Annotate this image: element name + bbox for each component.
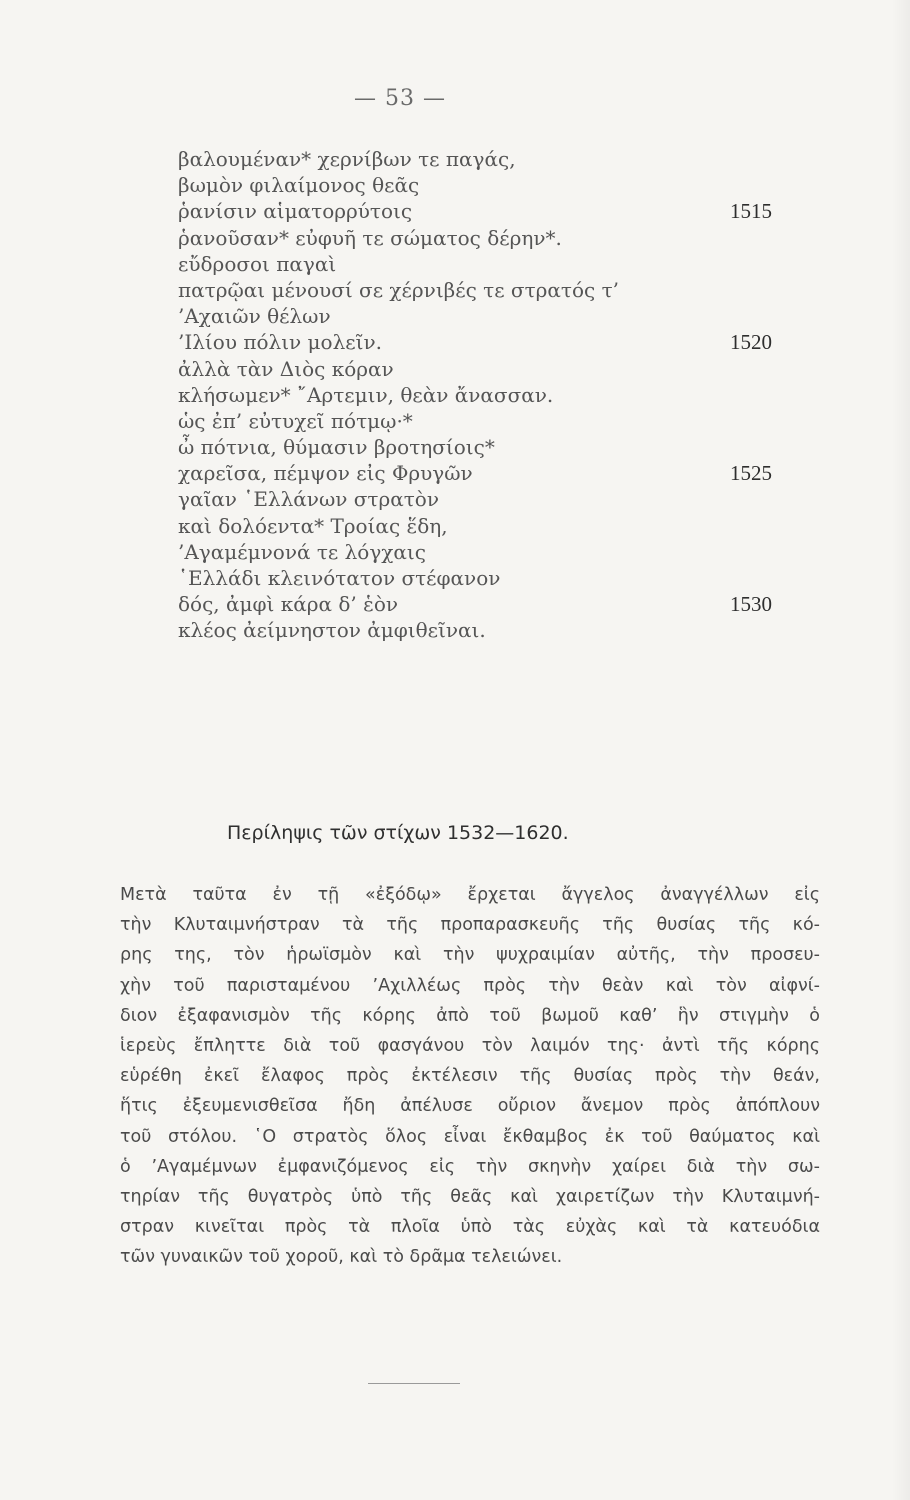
line-number: 1530 (730, 592, 772, 617)
verse-text: ῾Ελλάδι κλεινότατον στέφανον (178, 566, 501, 590)
prose-line: ἥτις ἐξευμενισθεῖσα ἤδη ἀπέλυσε οὔριον ἄνεμον πρὸς ἀπόπλουν (120, 1096, 820, 1117)
prose-line: στραν κινεῖται πρὸς τὰ πλοῖα ὑπὸ τὰς εὐχὰς καὶ τὰ κατευόδια (120, 1217, 820, 1238)
prose-line: τηρίαν τῆς θυγατρὸς ὑπὸ τῆς θεᾶς καὶ χαιρετίζων τὴν Κλυταιμνή- (120, 1186, 820, 1207)
bottom-rule (368, 1383, 460, 1384)
verse-text: δός, ἀμφὶ κάρα δ’ ἑὸν (178, 592, 399, 617)
prose-line: διον ἐξαφανισμὸν τῆς κόρης ἀπὸ τοῦ βωμοῦ καθ’ ἣν στιγμὴν ὁ (120, 1005, 820, 1026)
verse-text: βαλουμέναν* χερνίβων τε παγάς, (178, 147, 516, 171)
line-number: 1525 (730, 461, 772, 486)
verse-text: χαρεῖσα, πέμψον εἰς Φρυγῶν (178, 461, 473, 486)
verse-text: ῥανοῦσαν* εὐφυῆ τε σώματος δέρην*. (178, 225, 562, 250)
verse-text: κλήσωμεν* ῎Αρτεμιν, θεὰν ἄνασσαν. (178, 382, 554, 407)
verse-line (178, 539, 798, 565)
verse-text: ὦ πότνια, θύμασιν βροτησίοις* (178, 435, 495, 460)
verse-line (178, 329, 798, 355)
verse-text: πατρῷαι μένουσί σε χέρνιβές τε στρατός τ’ (178, 277, 619, 302)
verse-line (178, 434, 798, 460)
verse-text: ῥανίσιν αἱματορρύτοις (178, 199, 413, 224)
verse-text: γαῖαν ῾Ελλάνων στρατὸν (178, 487, 440, 512)
verse-line (178, 460, 798, 486)
verse-line (178, 382, 798, 408)
verse-line (178, 198, 798, 224)
summary-prose (120, 880, 820, 1272)
verse-line (178, 251, 798, 277)
prose-line: ρης της, τὸν ἡρωϊσμὸν καὶ τὴν ψυχραιμίαν αὐτῆς, τὴν προσευ- (120, 945, 820, 966)
verse-line (178, 513, 798, 539)
verse-text: εὔδροσοι παγαὶ (178, 251, 337, 276)
verse-line (178, 172, 798, 198)
line-number: 1515 (730, 199, 772, 224)
verse-text: ’Αχαιῶν θέλων (178, 304, 331, 329)
page-number: — 53 — (354, 86, 446, 111)
verse-line (178, 617, 798, 643)
verse-line (178, 408, 798, 434)
verse-text: ’Αγαμέμνονά τε λόγχαις (178, 539, 426, 564)
verse-line (178, 356, 798, 382)
prose-line: ἱερεὺς ἔπληττε διὰ τοῦ φασγάνου τὸν λαιμόν της· ἀντὶ τῆς κόρης (120, 1035, 820, 1056)
verse-line (178, 277, 798, 303)
verse-line (178, 565, 798, 591)
prose-line: εὑρέθη ἐκεῖ ἔλαφος πρὸς ἐκτέλεσιν τῆς θυσίας πρὸς τὴν θεάν, (120, 1066, 820, 1087)
verse-line (178, 146, 798, 172)
line-number: 1520 (730, 330, 772, 355)
verse-text: ἀλλὰ τὰν Διὸς κόραν (178, 356, 394, 381)
prose-line: τοῦ στόλου. ῾Ο στρατὸς ὅλος εἶναι ἔκθαμβος ἐκ τοῦ θαύματος καὶ (120, 1126, 820, 1147)
summary-heading: Περίληψις τῶν στίχων 1532—1620. (227, 822, 569, 844)
verse-text: ὡς ἐπ’ εὐτυχεῖ πότμῳ·* (178, 408, 413, 433)
verse-line (178, 591, 798, 617)
prose-line: τὴν Κλυταιμνήστραν τὰ τῆς προπαρασκευῆς τῆς θυσίας τῆς κό- (120, 915, 820, 936)
page-edge-shadow (892, 0, 910, 1500)
verse-text: κλέος ἀείμνηστον ἀμφιθεῖναι. (178, 618, 486, 643)
verse-text: καὶ δολόεντα* Τροίας ἕδη, (178, 513, 448, 538)
prose-line: χὴν τοῦ παρισταμένου ’Αχιλλέως πρὸς τὴν θεὰν καὶ τὸν αἰφνί- (120, 975, 820, 996)
prose-line: τῶν γυναικῶν τοῦ χοροῦ, καὶ τὸ δρᾶμα τελειώνει. (120, 1247, 563, 1268)
verse-text: ’Ιλίου πόλιν μολεῖν. (178, 330, 382, 355)
verse-block (178, 146, 798, 644)
verse-line (178, 225, 798, 251)
prose-line: ὁ ’Αγαμέμνων ἐμφανιζόμενος εἰς τὴν σκηνὴν χαίρει διὰ τὴν σω- (120, 1156, 820, 1177)
prose-line: Μετὰ ταῦτα ἐν τῇ «ἐξόδῳ» ἔρχεται ἄγγελος ἀναγγέλλων εἰς (120, 885, 820, 905)
verse-line (178, 303, 798, 329)
verse-line (178, 486, 798, 512)
verse-text: βωμὸν φιλαίμονος θεᾶς (178, 173, 420, 198)
